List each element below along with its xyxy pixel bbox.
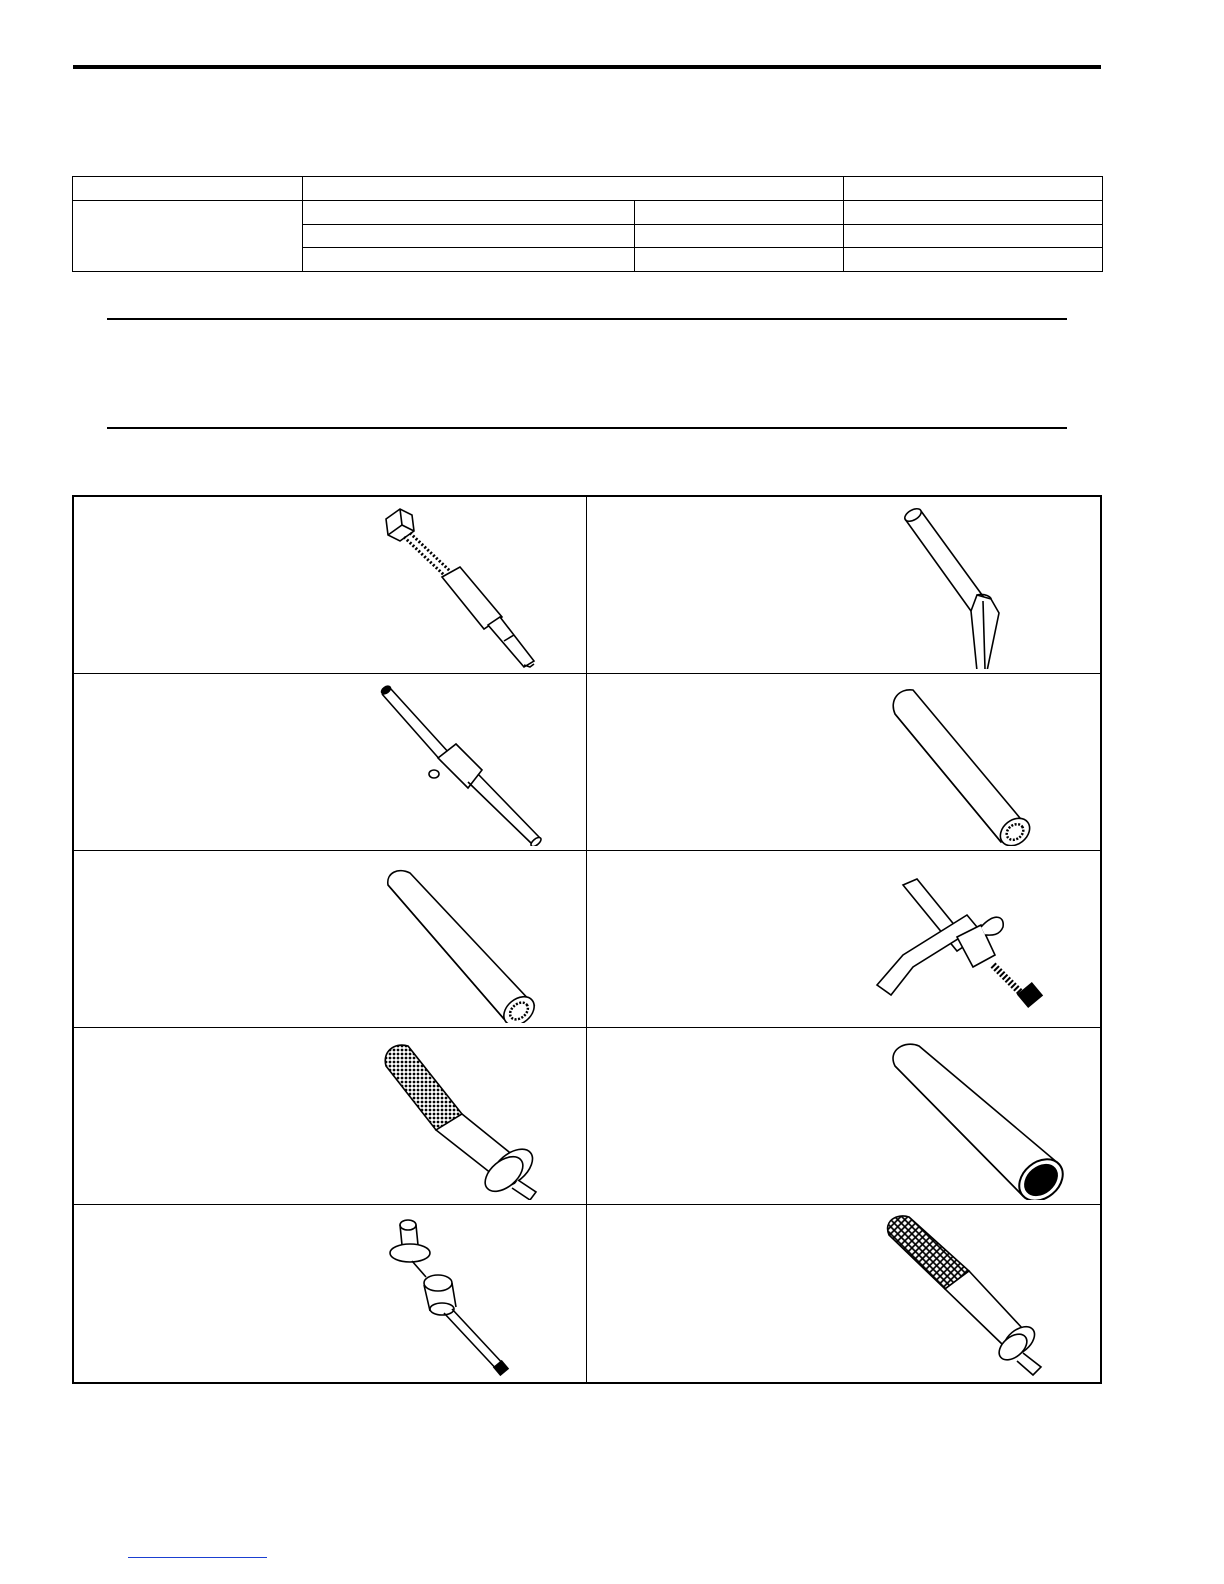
- tool-cell: [74, 497, 587, 674]
- note-bottom-rule: [107, 427, 1067, 429]
- table-cell: [844, 248, 1103, 272]
- special-tools-grid: [72, 495, 1102, 1384]
- table-cell: [635, 248, 844, 272]
- tool-cell: [587, 1028, 1100, 1205]
- tool-cell: [74, 1205, 587, 1382]
- threaded-tube-attachment-icon: [873, 678, 1093, 846]
- tool-cell: [74, 674, 587, 851]
- tool-cell: [74, 1028, 587, 1205]
- footer-link-underline[interactable]: [128, 1557, 267, 1558]
- table-cell: [303, 248, 635, 272]
- knurled-handle-driver-icon: [873, 1209, 1093, 1377]
- stepped-drift-icon: [364, 1209, 584, 1377]
- table-cell: [844, 224, 1103, 248]
- angled-lever-tool-icon: [873, 501, 1093, 669]
- table-cell: [635, 200, 844, 224]
- tool-cell: [587, 851, 1100, 1028]
- table-cell: [303, 224, 635, 248]
- header-rule: [73, 65, 1101, 69]
- table-cell: [844, 200, 1103, 224]
- threaded-tube-attachment-icon: [364, 855, 584, 1023]
- table-cell: [73, 200, 303, 271]
- table-header-row: [73, 177, 1103, 201]
- table-cell: [844, 177, 1103, 201]
- valve-guide-remover-icon: [364, 501, 584, 669]
- tool-cell: [74, 851, 587, 1028]
- wing-nut-puller-icon: [873, 855, 1093, 1023]
- valve-guide-reamer-icon: [364, 678, 584, 846]
- note-top-rule: [107, 318, 1067, 320]
- table-row: [73, 200, 1103, 224]
- specification-table: [72, 176, 1103, 272]
- tool-cell: [587, 1205, 1100, 1382]
- table-cell: [635, 224, 844, 248]
- tool-cell: [587, 497, 1100, 674]
- table-cell: [303, 200, 635, 224]
- knurled-installer-icon: [364, 1032, 584, 1200]
- table-cell: [303, 177, 844, 201]
- cylindrical-installer-icon: [873, 1032, 1093, 1200]
- table-cell: [73, 177, 303, 201]
- tool-cell: [587, 674, 1100, 851]
